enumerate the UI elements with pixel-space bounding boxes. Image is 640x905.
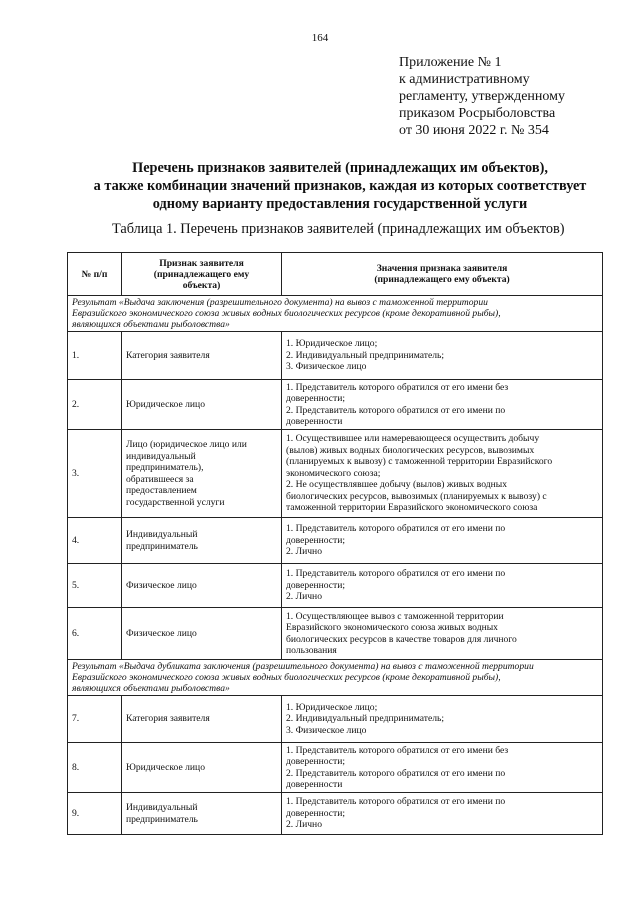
page-number: 164 <box>311 32 329 44</box>
value-line: доверенности <box>286 779 343 790</box>
value-line: доверенности; <box>286 393 346 404</box>
attribute-cell <box>122 380 282 430</box>
table-title: Таблица 1. Перечень признаков заявителей (принадлежащих им объектов) <box>112 221 565 237</box>
appendix-line: Приложение № 1 <box>399 55 502 70</box>
row-number: 8. <box>68 743 122 793</box>
row-number: 2. <box>68 380 122 430</box>
section-row <box>68 660 603 696</box>
value-line: 2. Индивидуальный предприниматель; <box>286 713 445 725</box>
value-line: 1. Юридическое лицо; <box>286 701 378 713</box>
attribute-cell <box>122 608 282 660</box>
document-heading <box>40 159 640 213</box>
section-result-cell <box>68 660 603 696</box>
value-line: таможенной территории Евразийского экономического союза <box>286 502 538 514</box>
attribute-line: Юридическое лицо <box>126 398 205 410</box>
values-cell <box>282 793 603 835</box>
row-number: 6. <box>68 608 122 660</box>
value-line: 2. Индивидуальный предприниматель; <box>286 349 445 361</box>
value-line: 2. Представитель которого обратился от его имени по <box>286 404 506 416</box>
value-line: 2. Представитель которого обратился от его имени по <box>286 767 506 779</box>
heading-line: а также комбинации значений признаков, каждая из которых соответствует <box>93 178 587 194</box>
value-line: 1. Представитель которого обратился от его имени без <box>286 744 509 756</box>
table-row <box>68 793 603 835</box>
attribute-line: Юридическое лицо <box>126 761 205 773</box>
attribute-cell <box>122 430 282 518</box>
attribute-cell <box>122 332 282 380</box>
table-row <box>68 564 603 608</box>
value-line: биологических ресурсов в качестве товаров для личного <box>286 633 517 645</box>
value-line: 3. Физическое лицо <box>286 361 367 373</box>
value-line: (вылов) живых водных биологических ресурсов, вывозимых <box>286 444 535 456</box>
table-row <box>68 430 603 518</box>
attribute-line: государственной услуги <box>126 496 225 508</box>
table-row <box>68 696 603 743</box>
value-line: биологических ресурсов, вывозимых (планируемых к вывозу) с <box>286 490 547 502</box>
table-row <box>68 743 603 793</box>
section-line: Результат «Выдача дубликата заключения (разрешительного документа) на вывоз с таможенной территории <box>72 661 534 672</box>
value-line: 2. Лично <box>286 546 322 558</box>
section-line: Результат «Выдача заключения (разрешительного документа) на вывоз с таможенной территории <box>72 297 488 308</box>
value-line: (планируемых к вывозу) с таможенной территории Евразийского <box>286 456 553 468</box>
attribute-line: обратившееся за <box>126 473 194 485</box>
value-line: 3. Физическое лицо <box>286 724 367 736</box>
value-line: 2. Не осуществлявшее добычу (вылов) живых водных <box>286 479 507 491</box>
attribute-line: индивидуальный <box>126 450 196 462</box>
attribute-line: Физическое лицо <box>126 579 197 591</box>
table-body <box>68 296 603 835</box>
attribute-line: Физическое лицо <box>126 627 197 639</box>
header-attribute: Признак заявителя (принадлежащего ему объекта) <box>122 253 282 296</box>
values-cell <box>282 332 603 380</box>
table-header-row <box>68 253 603 296</box>
row-number: 7. <box>68 696 122 743</box>
attribute-line: Категория заявителя <box>126 713 210 725</box>
value-line: 2. Лично <box>286 819 322 831</box>
attribute-line: предприниматель <box>126 540 198 552</box>
table-row <box>68 332 603 380</box>
value-line: 1. Осуществляющее вывоз с таможенной территории <box>286 610 504 622</box>
value-line: 2. Лично <box>286 591 322 603</box>
values-cell <box>282 518 603 564</box>
attribute-line: предоставлением <box>126 485 197 496</box>
appendix-line: к административному <box>399 72 530 87</box>
attribute-line: предприниматель), <box>126 462 204 473</box>
table-row <box>68 608 603 660</box>
header-number: № п/п <box>68 253 122 296</box>
table-row <box>68 518 603 564</box>
value-line: доверенности; <box>286 756 346 767</box>
appendix-line: приказом Росрыболовства <box>399 106 556 121</box>
attribute-line: предприниматель <box>126 813 198 825</box>
section-result-cell <box>68 296 603 332</box>
value-line: 1. Представитель которого обратился от его имени по <box>286 796 506 808</box>
attribute-cell <box>122 564 282 608</box>
table-row <box>68 380 603 430</box>
value-line: экономического союза; <box>286 467 381 479</box>
value-line: пользования <box>286 645 337 656</box>
heading-line: Перечень признаков заявителей (принадлежащих им объектов), <box>132 160 548 176</box>
section-line: являющихся объектами рыболовства» <box>72 683 230 694</box>
value-line: доверенности <box>286 416 343 427</box>
values-cell <box>282 430 603 518</box>
appendix-line: от 30 июня 2022 г. № 354 <box>399 123 549 138</box>
row-number: 1. <box>68 332 122 380</box>
section-line: Евразийского экономического союза живых водных биологических ресурсов (кроме декоративной рыбы), <box>72 308 501 319</box>
appendix-line: регламенту, утвержденному <box>399 89 565 104</box>
attribute-cell <box>122 743 282 793</box>
row-number: 4. <box>68 518 122 564</box>
value-line: Евразийского экономического союза живых водных <box>286 622 498 633</box>
row-number: 3. <box>68 430 122 518</box>
values-cell <box>282 380 603 430</box>
values-cell <box>282 608 603 660</box>
attribute-line: Индивидуальный <box>126 529 198 540</box>
attribute-line: Категория заявителя <box>126 349 210 361</box>
attribute-cell <box>122 793 282 835</box>
value-line: доверенности; <box>286 807 346 819</box>
row-number: 9. <box>68 793 122 835</box>
section-line: являющихся объектами рыболовства» <box>72 319 230 330</box>
section-line: Евразийского экономического союза живых водных биологических ресурсов (кроме декоративной рыбы), <box>72 672 501 683</box>
value-line: 1. Представитель которого обратился от его имени по <box>286 568 506 580</box>
header-values: Значения признака заявителя (принадлежащего ему объекта) <box>282 253 603 296</box>
values-cell <box>282 564 603 608</box>
appendix-block <box>399 54 629 139</box>
row-number: 5. <box>68 564 122 608</box>
value-line: доверенности; <box>286 579 346 591</box>
values-cell <box>282 696 603 743</box>
value-line: 1. Представитель которого обратился от его имени по <box>286 523 506 535</box>
attribute-line: Индивидуальный <box>126 802 198 813</box>
value-line: доверенности; <box>286 534 346 546</box>
value-line: 1. Осуществившее или намеревающееся осуществить добычу <box>286 433 540 445</box>
value-line: 1. Представитель которого обратился от его имени без <box>286 381 509 393</box>
section-row <box>68 296 603 332</box>
attribute-line: Лицо (юридическое лицо или <box>126 439 247 450</box>
value-line: 1. Юридическое лицо; <box>286 338 378 350</box>
attributes-table <box>67 252 603 835</box>
heading-line: одному варианту предоставления государственной услуги <box>152 196 528 212</box>
attribute-cell <box>122 518 282 564</box>
attribute-cell <box>122 696 282 743</box>
values-cell <box>282 743 603 793</box>
